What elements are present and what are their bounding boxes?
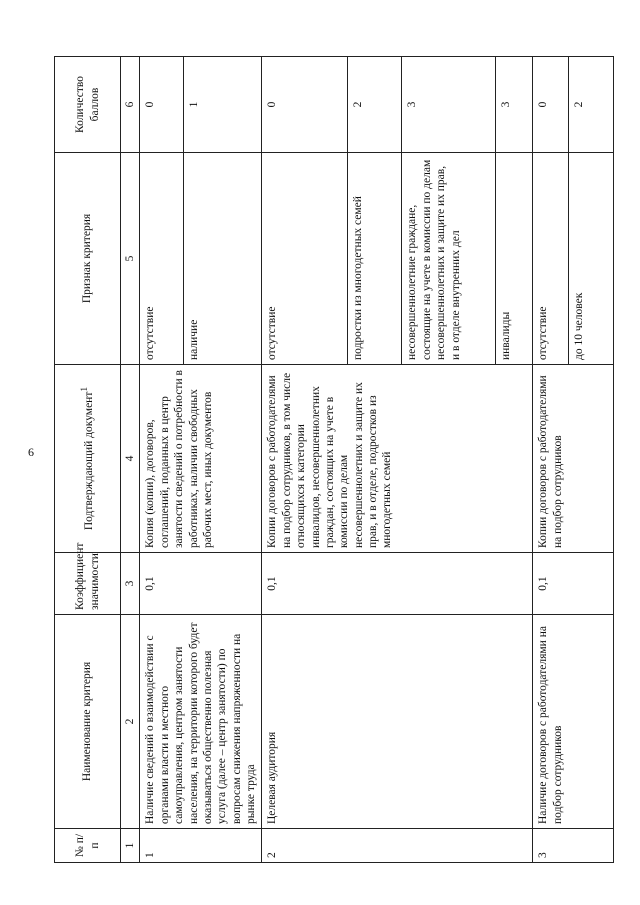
criterion-sign: подростки из многодетных семей (348, 153, 402, 364)
criterion-score: 2 (573, 101, 586, 108)
column-number: 3 (121, 553, 140, 615)
supporting-document: Копии договоров с работодателями на подбор сотрудников (533, 365, 614, 553)
criterion-name: Наличие договоров с работодателями на подбор сотрудников (533, 615, 614, 829)
criterion-score: 0 (533, 57, 569, 152)
row-num: 3 (533, 829, 614, 863)
header-coef: Коэффициент значимости (55, 553, 121, 615)
criterion-sign: до 10 человек (573, 292, 586, 360)
table-row (533, 57, 614, 863)
table-row (262, 57, 533, 863)
criterion-scores (140, 57, 262, 153)
criterion-scores (533, 57, 614, 153)
header-sign: Признак критерия (55, 153, 121, 365)
header-doc (55, 365, 121, 553)
criterion-score: 3 (402, 57, 496, 152)
criterion-name: Целевая аудитория (262, 615, 533, 829)
criterion-sign: отсутствие (262, 153, 348, 364)
header-name: Наименование критерия (55, 615, 121, 829)
criterion-score: 0 (262, 57, 348, 152)
criterion-score: 0 (140, 57, 184, 152)
header-row (55, 57, 121, 863)
column-number: 6 (121, 57, 140, 153)
criterion-signs (533, 153, 614, 365)
criterion-sign: отсутствие (533, 153, 569, 364)
criterion-score: 3 (500, 101, 513, 108)
criterion-signs (140, 153, 262, 365)
criterion-score: 1 (188, 101, 201, 108)
page-number: 6 (28, 445, 34, 459)
header-doc-footnote: 1 (78, 386, 90, 392)
row-num: 2 (262, 829, 533, 863)
header-doc-label: Подтверждающий документ (82, 391, 95, 531)
criterion-coefficient: 0,1 (262, 553, 533, 615)
table-row (140, 57, 262, 863)
header-score: Количество баллов (55, 57, 121, 153)
criterion-sign: инвалиды (500, 311, 513, 360)
column-number: 4 (121, 365, 140, 553)
criterion-signs (262, 153, 533, 365)
supporting-document: Копия (копии), договоров, соглашений, поданных в центр занятости сведений о потребности в работниках, наличии свободных рабочих мест, иных документов (140, 365, 262, 553)
column-number: 5 (121, 153, 140, 365)
criterion-coefficient: 0,1 (140, 553, 262, 615)
criterion-name: Наличие сведений о взаимодействии с органами власти и местного самоуправления, центром занятости населения, на территории которого будет оказываться общественно полезная услуга (далее – центр занятости) по вопросам снижения напряженности на рынке труда (140, 615, 262, 829)
criterion-score: 2 (348, 57, 402, 152)
column-number-row (121, 57, 140, 863)
column-number: 1 (121, 829, 140, 863)
row-num: 1 (140, 829, 262, 863)
criterion-scores (262, 57, 533, 153)
criterion-sign: несовершеннолетние граждане, состоящие на учете в комиссии по делам несовершеннолетних и защите их прав, и в отделе внутренних дел (402, 153, 496, 364)
criterion-sign: наличие (188, 319, 201, 360)
supporting-document: Копии договоров с работодателями на подбор сотрудников, в том числе относящихся к категории инвалидов, несовершеннолетних граждан, состоящих на учете в комиссии по делам несовершеннолетних и защите их прав, и в отделе, подростков из многодетных семей (262, 365, 533, 553)
column-number: 2 (121, 615, 140, 829)
criterion-coefficient: 0,1 (533, 553, 614, 615)
criteria-table (54, 56, 614, 863)
header-num: № п/п (55, 829, 121, 863)
criterion-sign: отсутствие (140, 153, 184, 364)
rotated-table-container (54, 57, 625, 863)
